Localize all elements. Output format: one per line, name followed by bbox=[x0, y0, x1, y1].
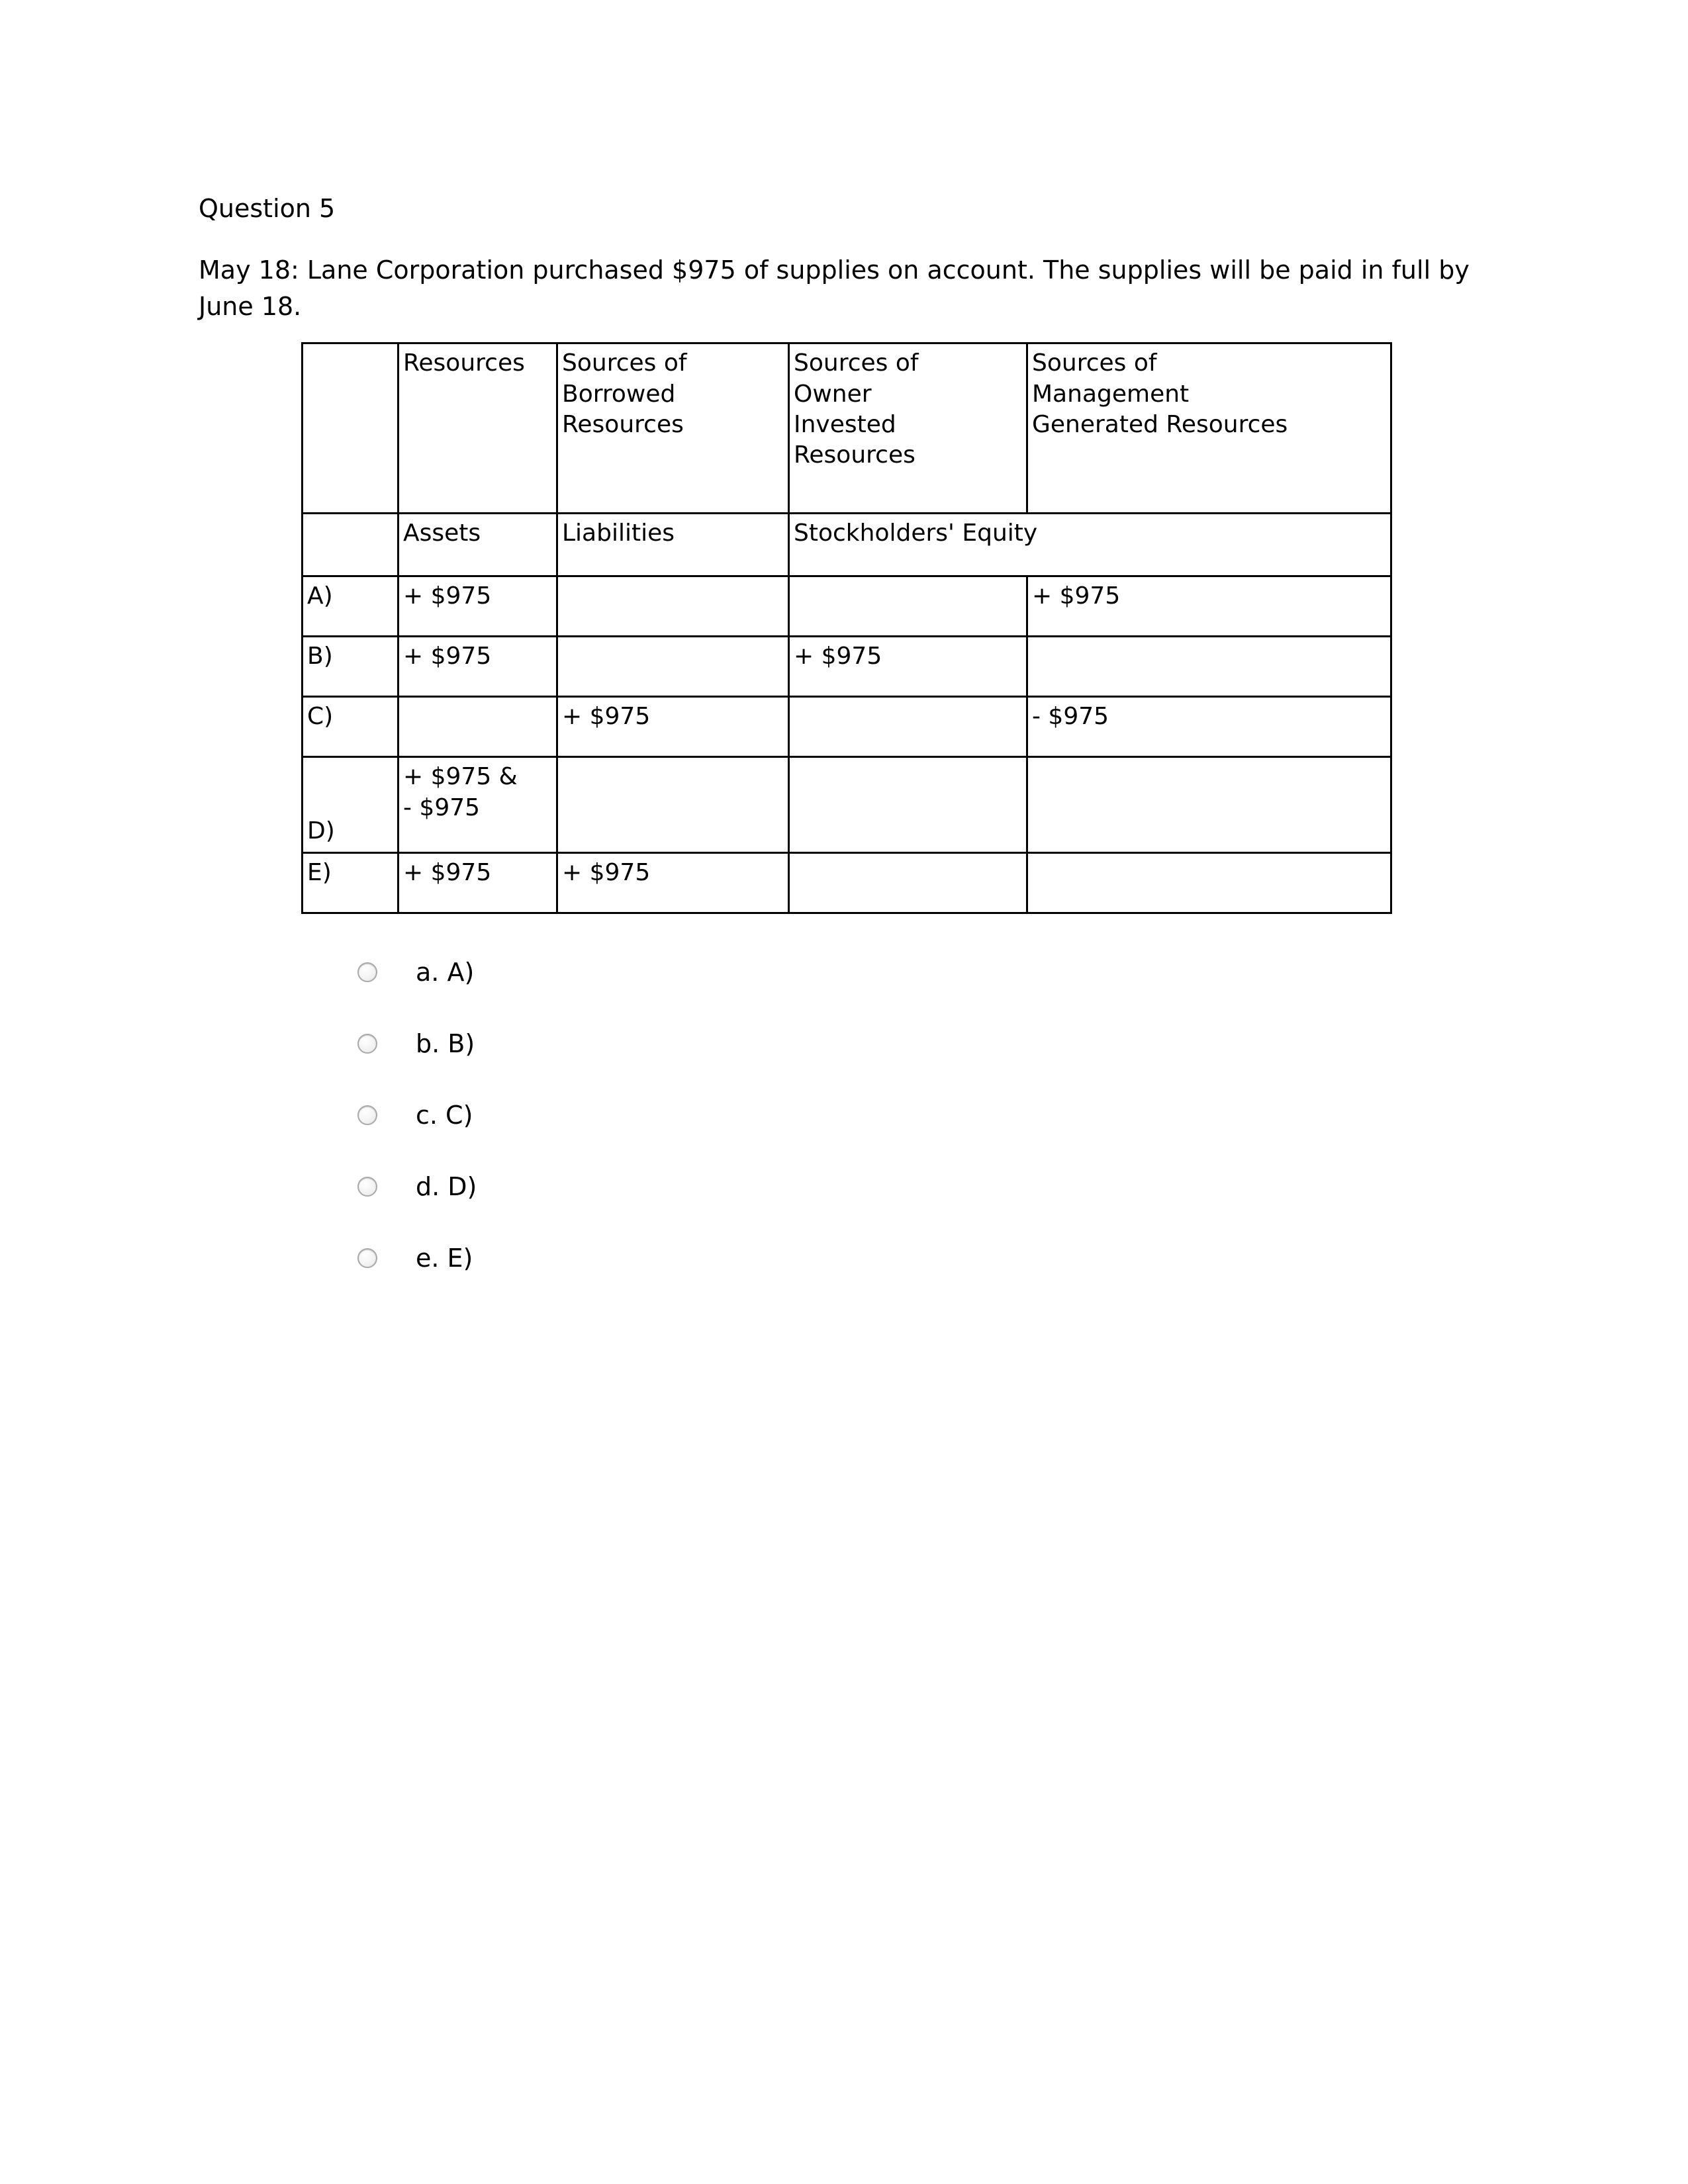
header-resources-line: Resources bbox=[403, 349, 525, 377]
header-owner-line1: Sources of bbox=[794, 349, 919, 377]
header-borrowed-resources bbox=[557, 343, 789, 514]
answer-option-e[interactable] bbox=[357, 1222, 1688, 1294]
row-d-owner bbox=[789, 757, 1027, 853]
row-d-liabilities bbox=[557, 757, 789, 853]
row-c-management: - $975 bbox=[1027, 697, 1391, 757]
answer-option-c-label: c. C) bbox=[416, 1101, 473, 1130]
table-row bbox=[303, 637, 1391, 697]
accounting-equation-table bbox=[301, 342, 1390, 914]
answer-option-e-label: e. E) bbox=[416, 1244, 473, 1273]
answer-option-d[interactable] bbox=[357, 1151, 1688, 1222]
header-borrowed-line3: Resources bbox=[562, 410, 684, 438]
row-c-assets bbox=[399, 697, 557, 757]
subheader-blank bbox=[303, 514, 399, 576]
header-owner-invested-resources bbox=[789, 343, 1027, 514]
row-label-e: E) bbox=[303, 853, 399, 913]
row-a-assets: + $975 bbox=[399, 576, 557, 637]
row-label-b: B) bbox=[303, 637, 399, 697]
row-a-management: + $975 bbox=[1027, 576, 1391, 637]
table-row bbox=[303, 697, 1391, 757]
row-e-management bbox=[1027, 853, 1391, 913]
table-header-row bbox=[303, 343, 1391, 514]
answer-option-a[interactable] bbox=[357, 936, 1688, 1008]
radio-button-icon[interactable] bbox=[357, 1034, 377, 1054]
row-d-assets-line1: + $975 & bbox=[403, 763, 518, 791]
radio-button-icon[interactable] bbox=[357, 1248, 377, 1268]
table-row bbox=[303, 853, 1391, 913]
row-a-owner bbox=[789, 576, 1027, 637]
answer-option-b-label: b. B) bbox=[416, 1029, 475, 1059]
table-subheader-row bbox=[303, 514, 1391, 576]
row-b-owner: + $975 bbox=[789, 637, 1027, 697]
header-owner-line4: Resources bbox=[794, 441, 915, 469]
radio-button-icon[interactable] bbox=[357, 1105, 377, 1125]
row-b-management bbox=[1027, 637, 1391, 697]
table-row bbox=[303, 757, 1391, 853]
header-borrowed-line1: Sources of bbox=[562, 349, 687, 377]
row-label-c: C) bbox=[303, 697, 399, 757]
answer-option-b[interactable] bbox=[357, 1008, 1688, 1079]
row-b-assets: + $975 bbox=[399, 637, 557, 697]
header-mgmt-line1: Sources of bbox=[1032, 349, 1157, 377]
header-owner-line2: Owner bbox=[794, 380, 872, 408]
row-e-liabilities: + $975 bbox=[557, 853, 789, 913]
row-b-liabilities bbox=[557, 637, 789, 697]
question-prompt: May 18: Lane Corporation purchased $975 of supplies on account. The supplies will be paid in full by June 18. bbox=[199, 255, 1470, 322]
row-d-management bbox=[1027, 757, 1391, 853]
row-label-d: D) bbox=[303, 757, 399, 853]
row-d-assets-line2: - $975 bbox=[403, 794, 481, 821]
header-mgmt-line2: Management bbox=[1032, 380, 1190, 408]
subheader-liabilities: Liabilities bbox=[557, 514, 789, 576]
header-borrowed-line2: Borrowed bbox=[562, 380, 676, 408]
header-management-generated-resources bbox=[1027, 343, 1391, 514]
subheader-assets: Assets bbox=[399, 514, 557, 576]
row-e-assets: + $975 bbox=[399, 853, 557, 913]
radio-button-icon[interactable] bbox=[357, 1177, 377, 1197]
row-d-assets bbox=[399, 757, 557, 853]
answer-options bbox=[357, 936, 1688, 1294]
row-label-a: A) bbox=[303, 576, 399, 637]
row-a-liabilities bbox=[557, 576, 789, 637]
row-e-owner bbox=[789, 853, 1027, 913]
header-mgmt-line3: Generated Resources bbox=[1032, 410, 1288, 438]
radio-button-icon[interactable] bbox=[357, 962, 377, 982]
header-owner-line3: Invested bbox=[794, 410, 896, 438]
row-c-owner bbox=[789, 697, 1027, 757]
table-row bbox=[303, 576, 1391, 637]
header-resources bbox=[399, 343, 557, 514]
row-c-liabilities: + $975 bbox=[557, 697, 789, 757]
answer-option-c[interactable] bbox=[357, 1079, 1688, 1151]
page-title: Question 5 bbox=[199, 194, 336, 223]
answer-option-d-label: d. D) bbox=[416, 1172, 477, 1202]
subheader-stockholders-equity: Stockholders' Equity bbox=[789, 514, 1391, 576]
answer-option-a-label: a. A) bbox=[416, 958, 475, 987]
header-blank bbox=[303, 343, 399, 514]
